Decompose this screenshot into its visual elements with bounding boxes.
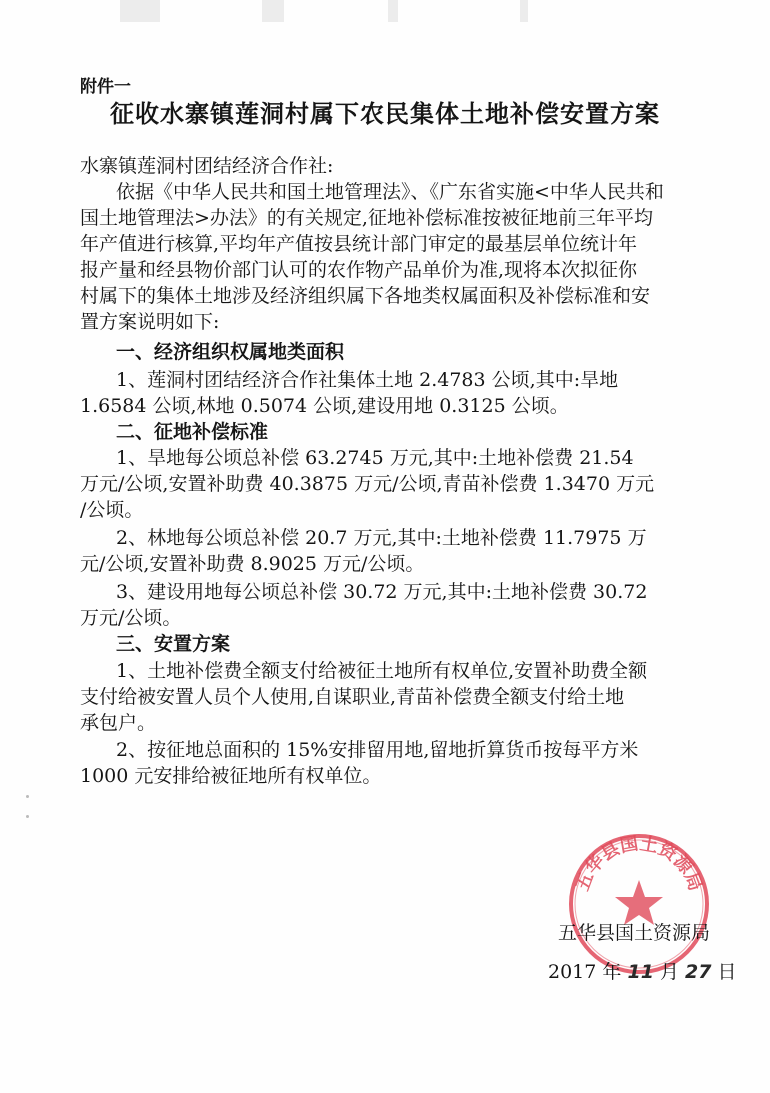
section-line: 2、林地每公顷总补偿 20.7 万元,其中:土地补偿费 11.7975 万	[116, 527, 647, 549]
intro-line: 报产量和经县物价部门认可的农作物产品单价为准,现将本次拟征你	[80, 259, 638, 281]
date-day-suffix: 日	[717, 961, 737, 983]
section-line: 3、建设用地每公顷总补偿 30.72 万元,其中:土地补偿费 30.72	[116, 581, 648, 603]
attachment-label: 附件一	[80, 77, 131, 97]
seal-text: 五华县国土资源局	[572, 833, 706, 894]
date-month: 11	[627, 961, 654, 983]
section-line: 1、旱地每公顷总补偿 63.2745 万元,其中:土地补偿费 21.54	[116, 447, 634, 469]
section-line: 1.6584 公顷,林地 0.5074 公顷,建设用地 0.3125 公顷。	[80, 395, 569, 417]
punch-mark	[26, 815, 29, 818]
section-line: 支付给被安置人员个人使用,自谋职业,青苗补偿费全额支付给土地	[80, 686, 625, 708]
section-line: 1、莲洞村团结经济合作社集体土地 2.4783 公顷,其中:旱地	[116, 369, 619, 391]
date-day: 27	[685, 961, 712, 983]
punch-mark	[26, 795, 29, 798]
section-heading: 二、征地补偿标准	[116, 421, 269, 443]
date-year-suffix: 年	[602, 961, 622, 983]
intro-line: 国土地管理法>办法》的有关规定,征地补偿标准按被征地前三年平均	[80, 207, 653, 229]
scan-artifact	[262, 0, 284, 22]
scan-artifact	[120, 0, 160, 22]
intro-line: 村属下的集体土地涉及经济组织属下各地类权属面积及补偿标准和安	[80, 285, 651, 307]
section-line: 1000 元安排给被征地所有权单位。	[80, 765, 382, 787]
section-line: 万元/公顷,安置补助费 40.3875 万元/公顷,青苗补偿费 1.3470 万元	[80, 473, 655, 495]
scan-artifact	[520, 0, 528, 22]
section-heading: 三、安置方案	[116, 633, 231, 655]
date-year: 2017	[548, 961, 597, 983]
section-line: /公顷。	[80, 499, 144, 521]
section-heading: 一、经济组织权属地类面积	[116, 341, 345, 363]
section-line: 元/公顷,安置补助费 8.9025 万元/公顷。	[80, 553, 425, 575]
addressee: 水寨镇莲洞村团结经济合作社:	[80, 155, 334, 177]
official-seal	[565, 830, 713, 978]
intro-line: 置方案说明如下:	[80, 311, 220, 333]
document-title: 征收水寨镇莲洞村属下农民集体土地补偿安置方案	[110, 100, 660, 128]
date-month-suffix: 月	[659, 961, 679, 983]
section-line: 万元/公顷。	[80, 607, 182, 629]
issuer-signature: 五华县国土资源局	[558, 922, 711, 944]
issue-date	[548, 957, 737, 984]
section-line: 2、按征地总面积的 15%安排留用地,留地折算货币按每平方米	[116, 739, 639, 761]
section-line: 1、土地补偿费全额支付给被征土地所有权单位,安置补助费全额	[116, 660, 648, 682]
intro-line: 依据《中华人民共和国土地管理法》、《广东省实施<中华人民共和	[116, 181, 664, 203]
section-line: 承包户。	[80, 712, 157, 734]
intro-line: 年产值进行核算,平均年产值按县统计部门审定的最基层单位统计年	[80, 233, 638, 255]
scan-artifact	[388, 0, 398, 22]
